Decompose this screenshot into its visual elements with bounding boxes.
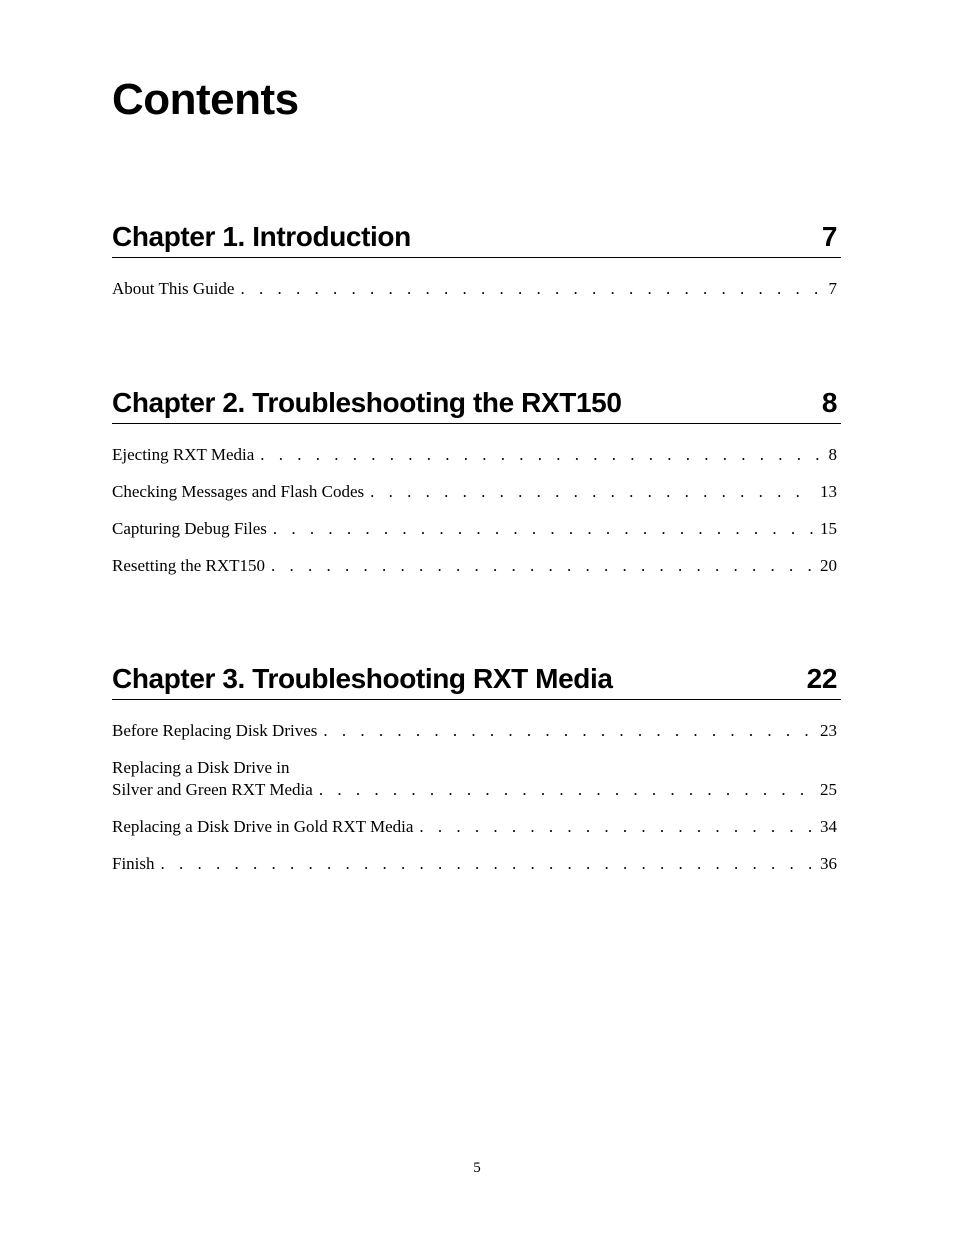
toc-entry-title: Capturing Debug Files [112, 519, 267, 538]
toc-entry-page: 25 [820, 780, 837, 799]
dot-leader [260, 444, 822, 466]
toc-entry-title: Resetting the RXT150 [112, 556, 265, 575]
chapter-heading [112, 218, 841, 258]
chapter-page-number: 7 [821, 221, 837, 252]
chapter-title: Chapter 2. Troubleshooting the RXT150 [112, 387, 622, 418]
toc-entry-list [112, 278, 841, 300]
toc-entry-list [112, 444, 841, 577]
toc-entry-title: Finish [112, 854, 155, 873]
chapter-heading [112, 384, 841, 424]
toc-entry-page: 36 [820, 854, 837, 873]
dot-leader [319, 779, 814, 801]
toc-entry-page: 15 [820, 519, 837, 538]
toc-entry-page: 7 [828, 279, 837, 298]
chapter-page-number: 22 [806, 663, 837, 694]
dot-leader [273, 518, 814, 540]
dot-leader [161, 853, 814, 875]
chapter-heading [112, 660, 841, 700]
toc-entry-before-replacing-disk-drives[interactable] [112, 720, 841, 742]
chapter-2-section [112, 384, 841, 592]
dot-leader [419, 816, 814, 838]
toc-entry-capturing-debug-files[interactable] [112, 518, 841, 540]
chapter-page-number: 8 [821, 387, 837, 418]
toc-entry-replacing-silver-green[interactable] [112, 757, 841, 801]
toc-entry-checking-messages[interactable] [112, 481, 841, 503]
toc-entry-page: 34 [820, 817, 837, 836]
toc-entry-title: Ejecting RXT Media [112, 445, 255, 464]
dot-leader [323, 720, 814, 742]
toc-entry-title: Before Replacing Disk Drives [112, 721, 318, 740]
toc-entry-about-this-guide[interactable] [112, 278, 841, 300]
toc-entry-page: 23 [820, 721, 837, 740]
chapter-title: Chapter 3. Troubleshooting RXT Media [112, 663, 613, 694]
dot-leader [370, 481, 814, 503]
chapter-title: Chapter 1. Introduction [112, 221, 411, 252]
toc-entry-page: 8 [828, 445, 837, 464]
toc-entry-title: Replacing a Disk Drive in Silver and Green RXT Media [112, 758, 313, 799]
toc-entry-page: 20 [820, 556, 837, 575]
toc-entry-replacing-gold[interactable] [112, 816, 841, 838]
toc-entry-ejecting-rxt-media[interactable] [112, 444, 841, 466]
dot-leader [240, 278, 822, 300]
chapter-1-section [112, 218, 841, 315]
chapter-3-section [112, 660, 841, 890]
dot-leader [271, 555, 814, 577]
toc-entry-resetting-rxt150[interactable] [112, 555, 841, 577]
toc-entry-finish[interactable] [112, 853, 841, 875]
toc-entry-list [112, 720, 841, 875]
toc-entry-title: Replacing a Disk Drive in Gold RXT Media [112, 817, 414, 836]
footer-page-number: 5 [473, 1160, 481, 1176]
toc-entry-title: About This Guide [112, 279, 235, 298]
toc-entry-title: Checking Messages and Flash Codes [112, 482, 365, 501]
page-title: Contents [112, 75, 299, 124]
toc-entry-page: 13 [820, 482, 837, 501]
